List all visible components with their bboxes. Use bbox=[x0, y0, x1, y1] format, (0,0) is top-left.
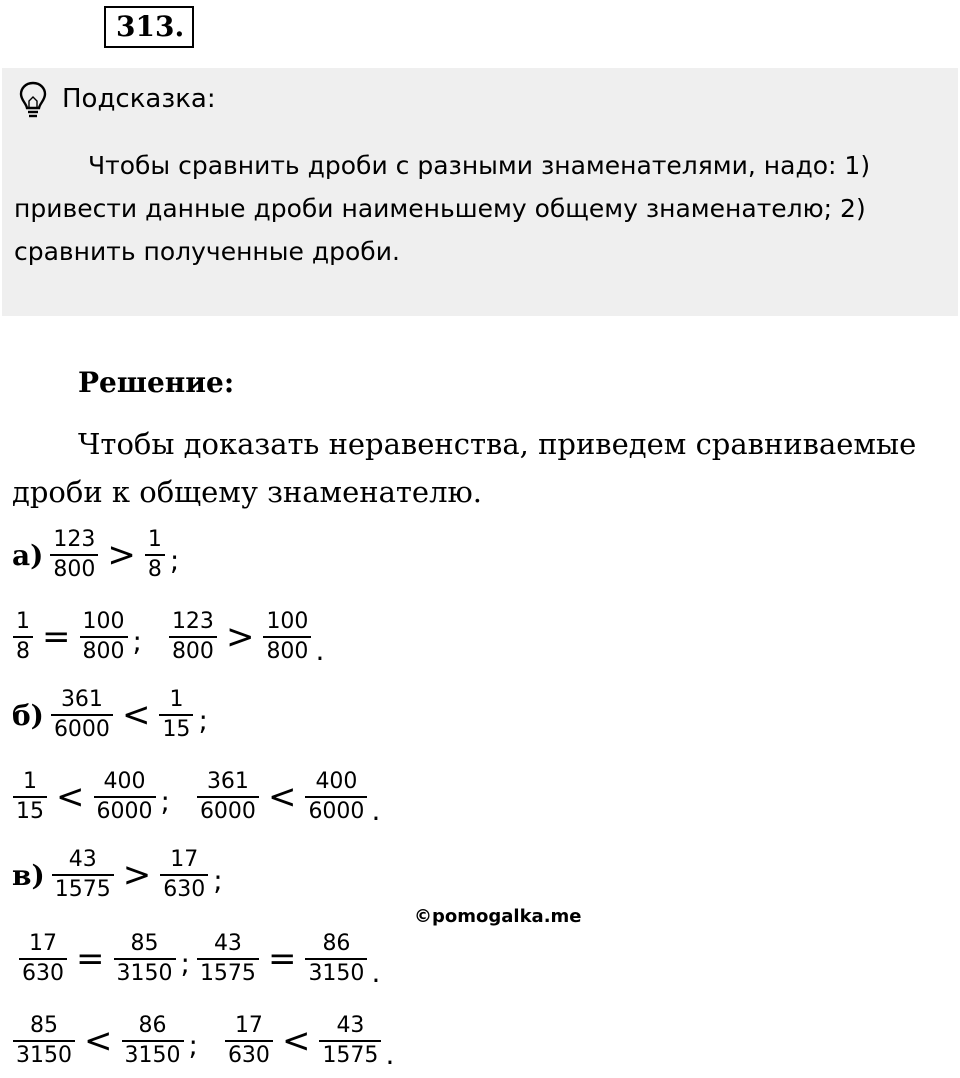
comparison-sign: > bbox=[107, 535, 136, 575]
item-a-statement bbox=[12, 526, 183, 584]
item-c-statement bbox=[12, 846, 227, 904]
item-label: б) bbox=[12, 698, 44, 732]
semicolon: ; bbox=[188, 1029, 198, 1062]
item-c-step bbox=[16, 928, 380, 989]
comparison-sign: = bbox=[42, 616, 71, 657]
solution-text: Чтобы доказать неравенства, приведем сравниваемые дроби к общему знаменателю. bbox=[12, 427, 917, 509]
fraction: $\frac{361}{6000}$ bbox=[197, 768, 259, 826]
fraction: $\frac{1}{8}$ bbox=[145, 526, 165, 584]
fraction: $\frac{123}{800}$ bbox=[169, 608, 217, 666]
fraction: $\frac{1}{8}$ bbox=[13, 608, 33, 666]
period: . bbox=[315, 634, 325, 667]
fraction: $\frac{17}{630}$ bbox=[19, 930, 67, 988]
comparison-sign: < bbox=[281, 1020, 311, 1061]
fraction: $\frac{100}{800}$ bbox=[80, 608, 128, 666]
fraction: $\frac{100}{800}$ bbox=[263, 608, 311, 666]
fraction: $\frac{123}{800}$ bbox=[50, 526, 98, 584]
hint-text: Чтобы сравнить дроби с разными знаменателями, надо: 1) привести данные дроби наименьшему общему знаменателю; 2) сравнить полученные дроби. bbox=[14, 151, 871, 266]
period: . bbox=[371, 794, 381, 827]
fraction: $\frac{85}{3150}$ bbox=[13, 1012, 75, 1070]
comparison-sign: > bbox=[225, 616, 255, 657]
fraction: $\frac{43}{1575}$ bbox=[197, 930, 259, 988]
hint-title: Подсказка: bbox=[62, 84, 216, 114]
fraction: $\frac{361}{6000}$ bbox=[51, 686, 113, 744]
fraction: $\frac{1}{15}$ bbox=[13, 768, 47, 826]
semicolon: ; bbox=[169, 543, 180, 577]
item-a-step bbox=[10, 606, 324, 667]
comparison-sign: > bbox=[122, 855, 152, 895]
hint-box bbox=[2, 68, 958, 316]
fraction: $\frac{43}{1575}$ bbox=[319, 1012, 381, 1070]
semicolon: ; bbox=[180, 947, 190, 980]
fraction: $\frac{86}{3150}$ bbox=[305, 930, 367, 988]
task-number: 313. bbox=[104, 6, 194, 48]
semicolon: ; bbox=[198, 703, 208, 737]
comparison-sign: < bbox=[121, 695, 151, 735]
fraction: $\frac{86}{3150}$ bbox=[122, 1012, 184, 1070]
semicolon: ; bbox=[160, 785, 170, 818]
fraction: $\frac{85}{3150}$ bbox=[114, 930, 176, 988]
watermark: ©pomogalka.me bbox=[414, 906, 582, 927]
period: . bbox=[385, 1038, 395, 1071]
solution-title: Решение: bbox=[78, 366, 235, 399]
fraction: $\frac{400}{6000}$ bbox=[305, 768, 367, 826]
lightbulb-icon bbox=[18, 80, 48, 120]
comparison-sign: = bbox=[76, 938, 105, 979]
fraction: $\frac{1}{15}$ bbox=[159, 686, 193, 744]
item-b-step bbox=[10, 766, 380, 827]
fraction: $\frac{17}{630}$ bbox=[160, 846, 208, 904]
semicolon: ; bbox=[213, 863, 223, 897]
fraction: $\frac{17}{630}$ bbox=[225, 1012, 273, 1070]
item-b-statement bbox=[12, 686, 212, 744]
fraction: $\frac{400}{6000}$ bbox=[94, 768, 156, 826]
comparison-sign: < bbox=[84, 1020, 113, 1061]
comparison-sign: < bbox=[56, 776, 85, 817]
item-label: в) bbox=[12, 858, 45, 892]
comparison-sign: = bbox=[267, 938, 297, 979]
item-label: а) bbox=[12, 538, 44, 572]
fraction: $\frac{43}{1575}$ bbox=[52, 846, 114, 904]
period: . bbox=[371, 956, 381, 989]
item-c-step bbox=[10, 1010, 394, 1071]
semicolon: ; bbox=[132, 625, 142, 658]
comparison-sign: < bbox=[267, 776, 297, 817]
